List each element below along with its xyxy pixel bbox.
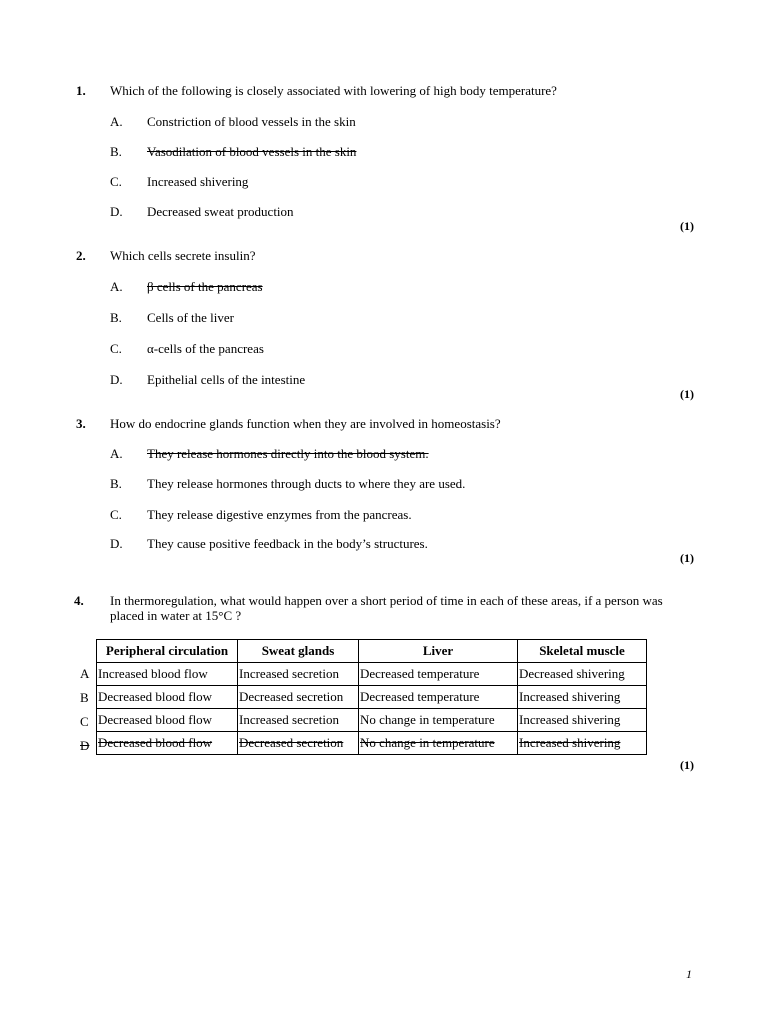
q3-option-c-letter: C. (110, 507, 122, 522)
table-cell: Decreased blood flow (97, 732, 238, 755)
question-3-mark: (1) (680, 551, 694, 565)
table-cell: Decreased blood flow (97, 709, 238, 732)
q2-option-c-letter: C. (110, 341, 122, 356)
q1-option-c-letter: C. (110, 174, 122, 189)
table-cell: Increased secretion (238, 663, 359, 686)
q1-option-d-letter: D. (110, 204, 123, 219)
q1-option-b-text: Vasodilation of blood vessels in the skin (147, 144, 357, 159)
table-cell: Decreased blood flow (97, 686, 238, 709)
q1-option-c-text: Increased shivering (147, 174, 249, 189)
q3-option-d-letter: D. (110, 536, 123, 551)
table-row-crossed-out (97, 732, 647, 755)
question-2-number: 2. (76, 248, 86, 263)
page-number: 1 (686, 967, 692, 981)
table-header-row (97, 640, 647, 663)
row-label-b: B (80, 690, 89, 705)
table-cell: Decreased secretion (238, 686, 359, 709)
question-2-mark: (1) (680, 387, 694, 401)
table-row (97, 686, 647, 709)
q2-option-b-letter: B. (110, 310, 122, 325)
q3-option-a-letter: A. (110, 446, 123, 461)
q1-option-b-crossed-out (110, 144, 356, 160)
q1-option-a-text: Constriction of blood vessels in the skin (147, 114, 356, 129)
table-row (97, 709, 647, 732)
table-cell: No change in temperature (359, 732, 518, 755)
table-cell: Increased shivering (518, 709, 647, 732)
question-4-text: In thermoregulation, what would happen over a short period of time in each of these areas, if a person was placed in water at 15°C ? (110, 593, 663, 623)
q1-option-a-letter: A. (110, 114, 123, 129)
q2-option-a-letter: A. (110, 279, 123, 294)
q1-option-b-letter: B. (110, 144, 122, 159)
q2-option-d-letter: D. (110, 372, 123, 387)
q1-option-d-text: Decreased sweat production (147, 204, 294, 219)
table-cell: No change in temperature (359, 709, 518, 732)
q2-option-b-text: Cells of the liver (147, 310, 235, 325)
question-1-mark: (1) (680, 219, 694, 233)
table-cell: Increased secretion (238, 709, 359, 732)
q2-option-d-text: Epithelial cells of the intestine (147, 372, 306, 387)
q2-option-a-crossed-out (110, 279, 263, 295)
header-peripheral-circulation: Peripheral circulation (97, 640, 238, 663)
question-1-number: 1. (76, 83, 86, 98)
q3-option-b-text: They release hormones through ducts to where they are used. (147, 476, 466, 491)
q2-option-c-text: α-cells of the pancreas (147, 341, 264, 356)
q3-option-a-crossed-out (110, 446, 429, 462)
question-4-number: 4. (74, 593, 84, 608)
row-label-c: C (80, 714, 89, 729)
table-cell: Decreased shivering (518, 663, 647, 686)
table-cell: Increased shivering (518, 686, 647, 709)
thermoregulation-table (96, 639, 647, 755)
question-3-number: 3. (76, 416, 86, 431)
table-cell: Decreased secretion (238, 732, 359, 755)
header-sweat-glands: Sweat glands (238, 640, 359, 663)
header-skeletal-muscle: Skeletal muscle (518, 640, 647, 663)
table-cell: Increased shivering (518, 732, 647, 755)
q3-option-b-letter: B. (110, 476, 122, 491)
header-liver: Liver (359, 640, 518, 663)
table-cell: Decreased temperature (359, 686, 518, 709)
question-1-text: Which of the following is closely associated with lowering of high body temperature? (110, 83, 557, 98)
table-cell: Increased blood flow (97, 663, 238, 686)
question-3-text: How do endocrine glands function when they are involved in homeostasis? (110, 416, 501, 431)
q2-option-a-text: β cells of the pancreas (147, 279, 263, 294)
q3-option-c-text: They release digestive enzymes from the pancreas. (147, 507, 412, 522)
table-cell: Decreased temperature (359, 663, 518, 686)
q3-option-d-text: They cause positive feedback in the body’s structures. (147, 536, 428, 551)
row-label-d: D (80, 738, 90, 753)
question-4-mark: (1) (680, 758, 694, 772)
table-row (97, 663, 647, 686)
row-label-a: A (80, 666, 90, 681)
question-2-text: Which cells secrete insulin? (110, 248, 256, 263)
q3-option-a-text: They release hormones directly into the blood system. (147, 446, 429, 461)
